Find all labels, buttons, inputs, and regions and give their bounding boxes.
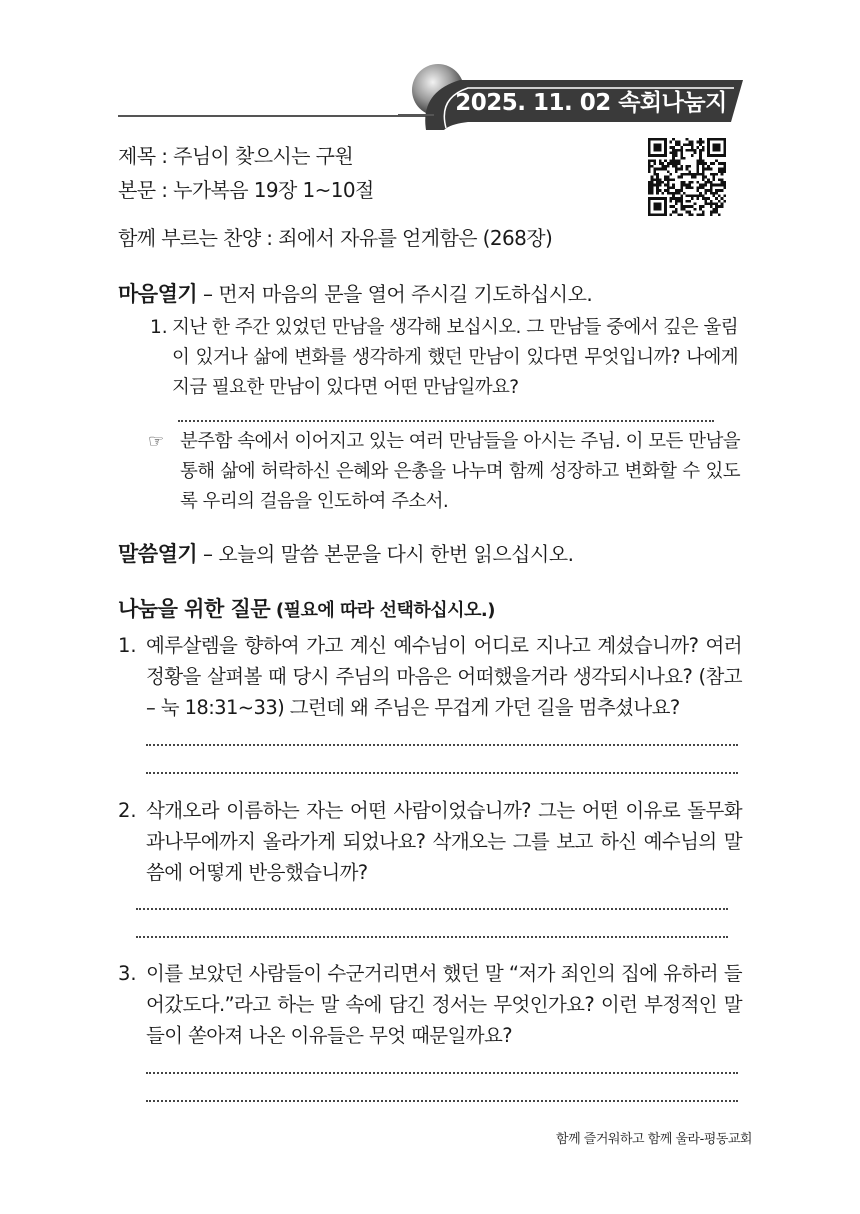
question-text: 예루살렘을 향하여 가고 계신 예수님이 어디로 지나고 계셨습니까? 여러 정황을 살펴볼 때 당시 주님의 마음은 어떠했을거라 생각되시나요? (참고 – 눅 18:31~33) 그런데 왜 주님은 무겁게 가던 길을 멈추셨나요?: [146, 634, 742, 719]
opening-question-number: 1.: [150, 317, 168, 338]
sharing-heading: 나눔을 위한 질문: [118, 597, 271, 621]
word-instruction: 오늘의 말씀 본문을 다시 한번 읽으십시오.: [218, 542, 574, 566]
header-date-title: 2025. 11. 02 속회나눔지: [455, 89, 727, 116]
opening-prayer-text: 분주함 속에서 이어지고 있는 여러 만남들을 아시는 주님. 이 모든 만남을 통해 삶에 허락하신 은혜와 은총을 나누며 함께 성장하고 변화할 수 있도록 우리의 걸음을 인도하여 주소서.: [180, 431, 740, 512]
answer-line[interactable]: [136, 908, 728, 910]
opening-instruction: 먼저 마음의 문을 열어 주시길 기도하십시오.: [218, 282, 593, 306]
opening-heading: 마음열기: [118, 282, 198, 306]
pointing-hand-icon: ☞: [148, 431, 165, 452]
question-number: 1.: [118, 634, 137, 657]
sermon-title: 제목 : 주님이 찾으시는 구원: [118, 144, 354, 168]
question-number: 3.: [118, 962, 137, 985]
header-rule: [118, 115, 434, 117]
sharing-section-heading: [118, 593, 495, 623]
footer-church-motto: 함께 즐거워하고 함께 울라-평동교회: [556, 1132, 752, 1147]
qr-code-image[interactable]: [648, 138, 726, 216]
question-text: 이를 보았던 사람들이 수군거리면서 했던 말 “저가 죄인의 집에 유하러 들어갔도다.”라고 하는 말 속에 담긴 정서는 무엇인가요? 이런 부정적인 말들이 쏟아져 나온 이유들은 무엇 때문일까요?: [146, 962, 742, 1047]
answer-line[interactable]: [146, 744, 738, 746]
opening-question-text: 지난 한 주간 있었던 만남을 생각해 보십시오. 그 만남들 중에서 깊은 울림이 있거나 삶에 변화를 생각하게 했던 만남이 있다면 무엇입니까? 나에게 지금 필요한 만남이 있다면 어떤 만남일까요?: [172, 317, 738, 398]
word-heading: 말씀열기: [118, 542, 198, 566]
answer-line[interactable]: [146, 772, 738, 774]
question-text: 삭개오라 이름하는 자는 어떤 사람이었습니까? 그는 어떤 이유로 돌무화과나무에까지 올라가게 되었나요? 삭개오는 그를 보고 하신 예수님의 말씀에 어떻게 반응했습니까?: [146, 799, 742, 884]
word-section-heading: [118, 538, 573, 568]
opening-dash: –: [197, 282, 219, 306]
answer-line[interactable]: [136, 936, 728, 938]
answer-line[interactable]: [146, 1072, 738, 1074]
answer-line[interactable]: [178, 420, 714, 422]
sharing-note: (필요에 따라 선택하십시오.): [270, 600, 495, 621]
word-dash: –: [197, 542, 219, 566]
opening-section-heading: [118, 278, 592, 308]
scripture-reference: 본문 : 누가복음 19장 1~10절: [118, 178, 374, 202]
hymn-line: 함께 부르는 찬양 : 죄에서 자유를 얻게함은 (268장): [118, 226, 553, 250]
question-number: 2.: [118, 799, 137, 822]
answer-line[interactable]: [146, 1100, 738, 1102]
